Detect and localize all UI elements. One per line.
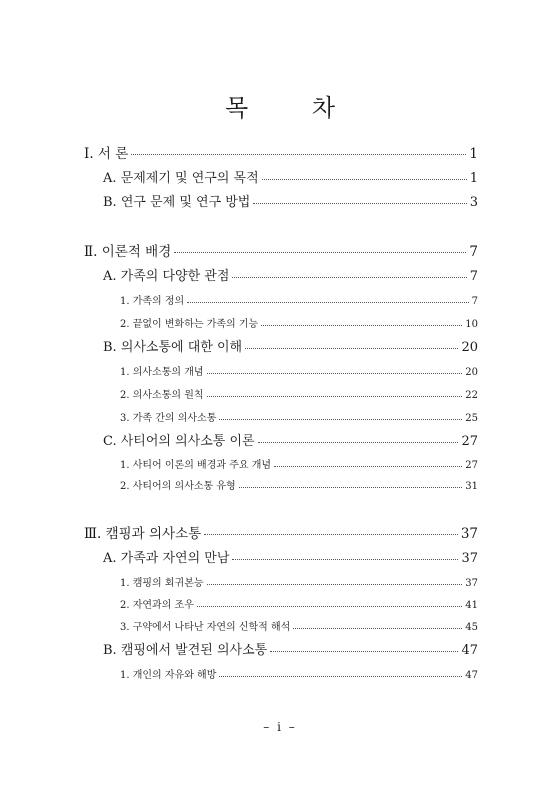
toc-entry-section [103, 430, 478, 449]
toc-page: 1 [469, 171, 478, 186]
toc-label: 2. 자연과의 조우 [120, 600, 194, 611]
toc-entry-subsection [120, 292, 478, 307]
toc-entry-subsection [120, 363, 478, 378]
toc-label: A. 문제제기 및 연구의 목적 [103, 171, 259, 186]
toc-page: 10 [465, 319, 478, 330]
toc-leader [253, 202, 466, 204]
toc-entry-subsection [120, 618, 478, 633]
toc-page: 47 [461, 643, 478, 658]
toc-label: B. 의사소통에 대한 이해 [103, 340, 243, 355]
toc-leader [197, 605, 462, 607]
toc-leader [232, 276, 466, 278]
toc-page: 7 [471, 296, 478, 307]
toc-label: Ⅲ. 캠핑과 의사소통 [84, 526, 202, 542]
toc-leader [131, 153, 466, 155]
toc-page: 7 [469, 269, 478, 284]
toc-entry-subsection [120, 574, 478, 589]
toc-leader [239, 486, 463, 488]
toc-label: 1. 캠핑의 회귀본능 [120, 578, 204, 589]
toc-entry-chapter-1 [84, 142, 478, 162]
toc-page: 25 [465, 413, 478, 424]
toc-page: 1 [469, 146, 478, 162]
toc-leader [204, 533, 458, 535]
toc-page: 45 [465, 622, 478, 633]
toc-page: 37 [461, 551, 478, 566]
toc-entry-subsection [120, 409, 478, 424]
toc-label: 2. 의사소통의 원칙 [120, 390, 204, 401]
toc-label: Ⅱ. 이론적 배경 [84, 244, 172, 260]
toc-leader [232, 558, 458, 560]
toc-leader [219, 418, 462, 420]
toc-label: Ⅰ. 서 론 [84, 146, 129, 162]
toc-label: B. 캠핑에서 발견된 의사소통 [103, 643, 268, 658]
toc-entry-subsection [120, 456, 478, 471]
toc-label: C. 사티어의 의사소통 이론 [103, 434, 255, 449]
toc-leader [219, 675, 462, 677]
toc-entry-section [103, 336, 478, 355]
toc-page: 31 [465, 481, 478, 492]
page-title: 목 차 [225, 94, 363, 122]
toc-label: 2. 사티어의 의사소통 유형 [120, 481, 236, 492]
toc-page: 47 [465, 670, 478, 681]
toc-label: 3. 구약에서 나타난 자연의 신학적 해석 [120, 622, 291, 633]
toc-entry-section [103, 191, 478, 210]
toc-entry-chapter-3 [84, 522, 478, 542]
toc-label: A. 가족의 다양한 관점 [103, 269, 230, 284]
toc-page: 20 [465, 367, 478, 378]
toc-leader [270, 650, 458, 652]
toc-leader [274, 465, 462, 467]
toc-entry-subsection [120, 386, 478, 401]
toc-label: 3. 가족 간의 의사소통 [120, 413, 217, 424]
toc-leader [261, 324, 462, 326]
toc-page: 37 [465, 578, 478, 589]
toc-entry-section [103, 639, 478, 658]
toc-entry-subsection [120, 477, 478, 492]
toc-entry-section [103, 265, 478, 284]
toc-leader [187, 301, 468, 303]
toc-leader [207, 583, 463, 585]
toc-page: 41 [465, 600, 478, 611]
toc-label: 1. 사티어 이론의 배경과 주요 개념 [120, 460, 272, 471]
toc-entry-subsection [120, 666, 478, 681]
toc-label: 2. 끝없이 변화하는 가족의 기능 [120, 319, 259, 330]
toc-leader [207, 395, 463, 397]
toc-page: 27 [461, 434, 478, 449]
toc-entry-subsection [120, 596, 478, 611]
toc-label: 1. 의사소통의 개념 [120, 367, 204, 378]
toc-leader [174, 251, 466, 253]
toc-page: 27 [465, 460, 478, 471]
toc-page: 20 [461, 340, 478, 355]
toc-page: 7 [469, 244, 478, 260]
toc-label: B. 연구 문제 및 연구 방법 [103, 195, 251, 210]
toc-page: 3 [469, 195, 478, 210]
toc-leader [245, 347, 458, 349]
toc-leader [262, 178, 467, 180]
toc-leader [293, 627, 462, 629]
toc-label: A. 가족과 자연의 만남 [103, 551, 230, 566]
toc-label: 1. 개인의 자유와 해방 [120, 670, 217, 681]
toc-entry-section [103, 167, 478, 186]
toc-label: 1. 가족의 정의 [120, 296, 185, 307]
toc-entry-subsection [120, 315, 478, 330]
toc-entry-chapter-2 [84, 240, 478, 260]
toc-leader [258, 441, 459, 443]
toc-entry-section [103, 547, 478, 566]
page-number-footer: – i – [263, 720, 297, 734]
toc-leader [207, 372, 463, 374]
toc-page: 22 [465, 390, 478, 401]
toc-page: 37 [460, 526, 478, 542]
